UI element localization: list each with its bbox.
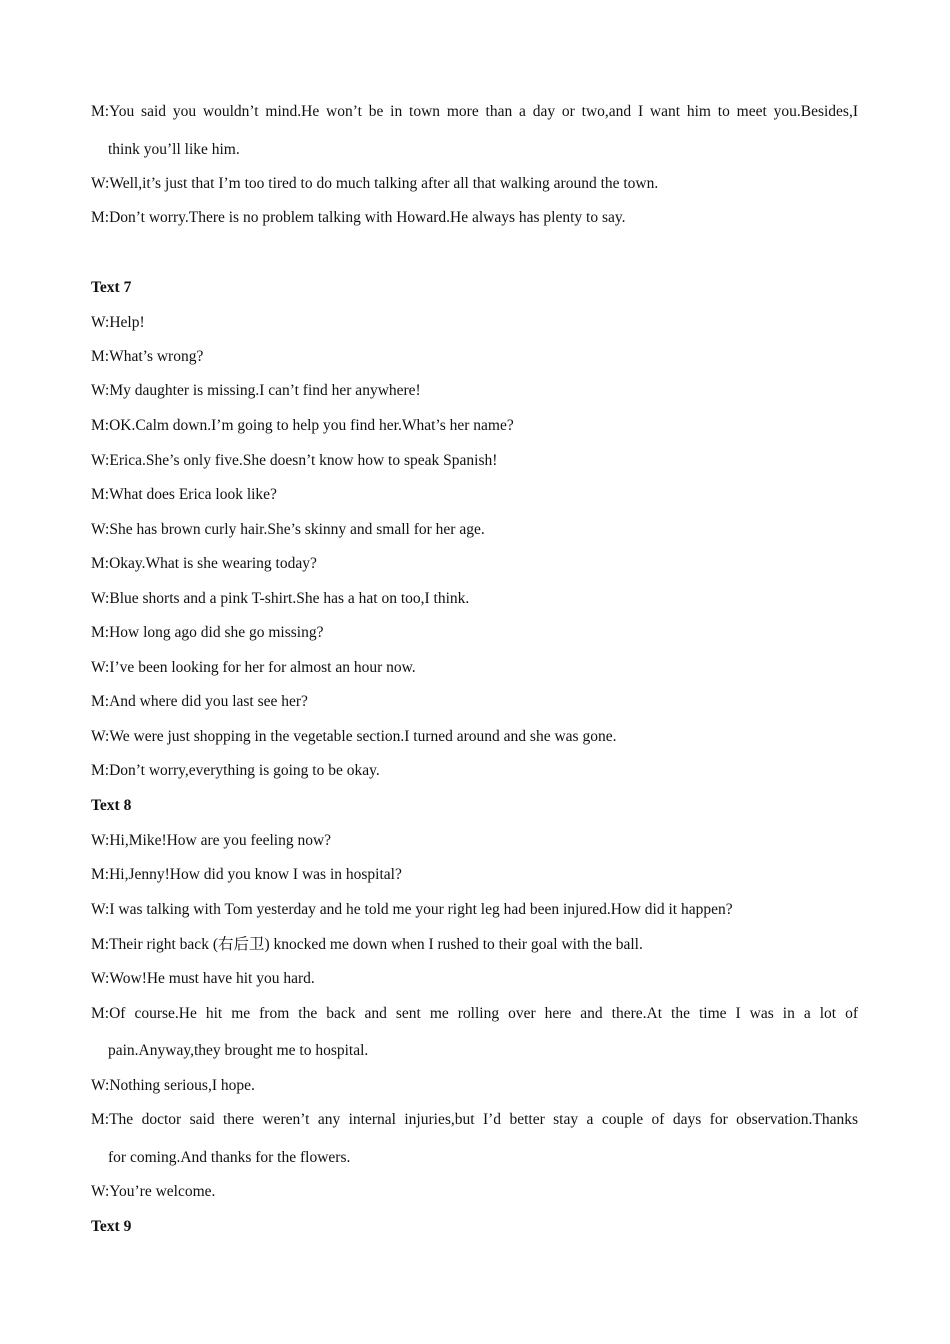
dialogue-line: M:And where did you last see her? — [91, 693, 308, 710]
dialogue-line: M:You said you wouldn’t mind.He won’t be in town more than a day or two,and I want him to meet you.Besides,I — [91, 103, 858, 120]
dialogue-line-continuation: pain.Anyway,they brought me to hospital. — [108, 1042, 369, 1059]
dialogue-line: W:Wow!He must have hit you hard. — [91, 970, 315, 987]
dialogue-line: W:Well,it’s just that I’m too tired to do much talking after all that walking around the town. — [91, 175, 659, 192]
dialogue-line: M:What’s wrong? — [91, 348, 204, 365]
dialogue-line: M:Okay.What is she wearing today? — [91, 555, 317, 572]
dialogue-line: W:Nothing serious,I hope. — [91, 1077, 255, 1094]
dialogue-line: M:What does Erica look like? — [91, 486, 277, 503]
dialogue-line: W:I’ve been looking for her for almost an hour now. — [91, 659, 416, 676]
section-heading-text-8: Text 8 — [91, 797, 132, 814]
dialogue-line: M:Hi,Jenny!How did you know I was in hospital? — [91, 866, 402, 883]
dialogue-line: W:Help! — [91, 314, 145, 331]
dialogue-line: W:Blue shorts and a pink T-shirt.She has a hat on too,I think. — [91, 590, 470, 607]
dialogue-line: M:Of course.He hit me from the back and sent me rolling over here and there.At the time I was in a lot of — [91, 1005, 858, 1022]
dialogue-line-continuation: think you’ll like him. — [108, 141, 240, 158]
section-heading-text-7: Text 7 — [91, 279, 132, 296]
dialogue-line: M:Their right back (右后卫) knocked me down when I rushed to their goal with the ball. — [91, 936, 643, 953]
dialogue-line: W:I was talking with Tom yesterday and he told me your right leg had been injured.How did it happen? — [91, 901, 733, 918]
dialogue-line-continuation: for coming.And thanks for the flowers. — [108, 1149, 351, 1166]
dialogue-line: W:My daughter is missing.I can’t find her anywhere! — [91, 382, 421, 399]
dialogue-line: M:The doctor said there weren’t any internal injuries,but I’d better stay a couple of days for observation.Thanks — [91, 1111, 858, 1128]
dialogue-line: M:Don’t worry,everything is going to be okay. — [91, 762, 380, 779]
section-heading-text-9: Text 9 — [91, 1218, 132, 1235]
dialogue-line: W:She has brown curly hair.She’s skinny and small for her age. — [91, 521, 485, 538]
dialogue-line: W:Erica.She’s only five.She doesn’t know how to speak Spanish! — [91, 452, 498, 469]
dialogue-line: M:Don’t worry.There is no problem talking with Howard.He always has plenty to say. — [91, 209, 626, 226]
dialogue-line: M:OK.Calm down.I’m going to help you find her.What’s her name? — [91, 417, 514, 434]
dialogue-line: M:How long ago did she go missing? — [91, 624, 324, 641]
dialogue-line: W:You’re welcome. — [91, 1183, 216, 1200]
dialogue-line: W:Hi,Mike!How are you feeling now? — [91, 832, 332, 849]
dialogue-line: W:We were just shopping in the vegetable section.I turned around and she was gone. — [91, 728, 617, 745]
